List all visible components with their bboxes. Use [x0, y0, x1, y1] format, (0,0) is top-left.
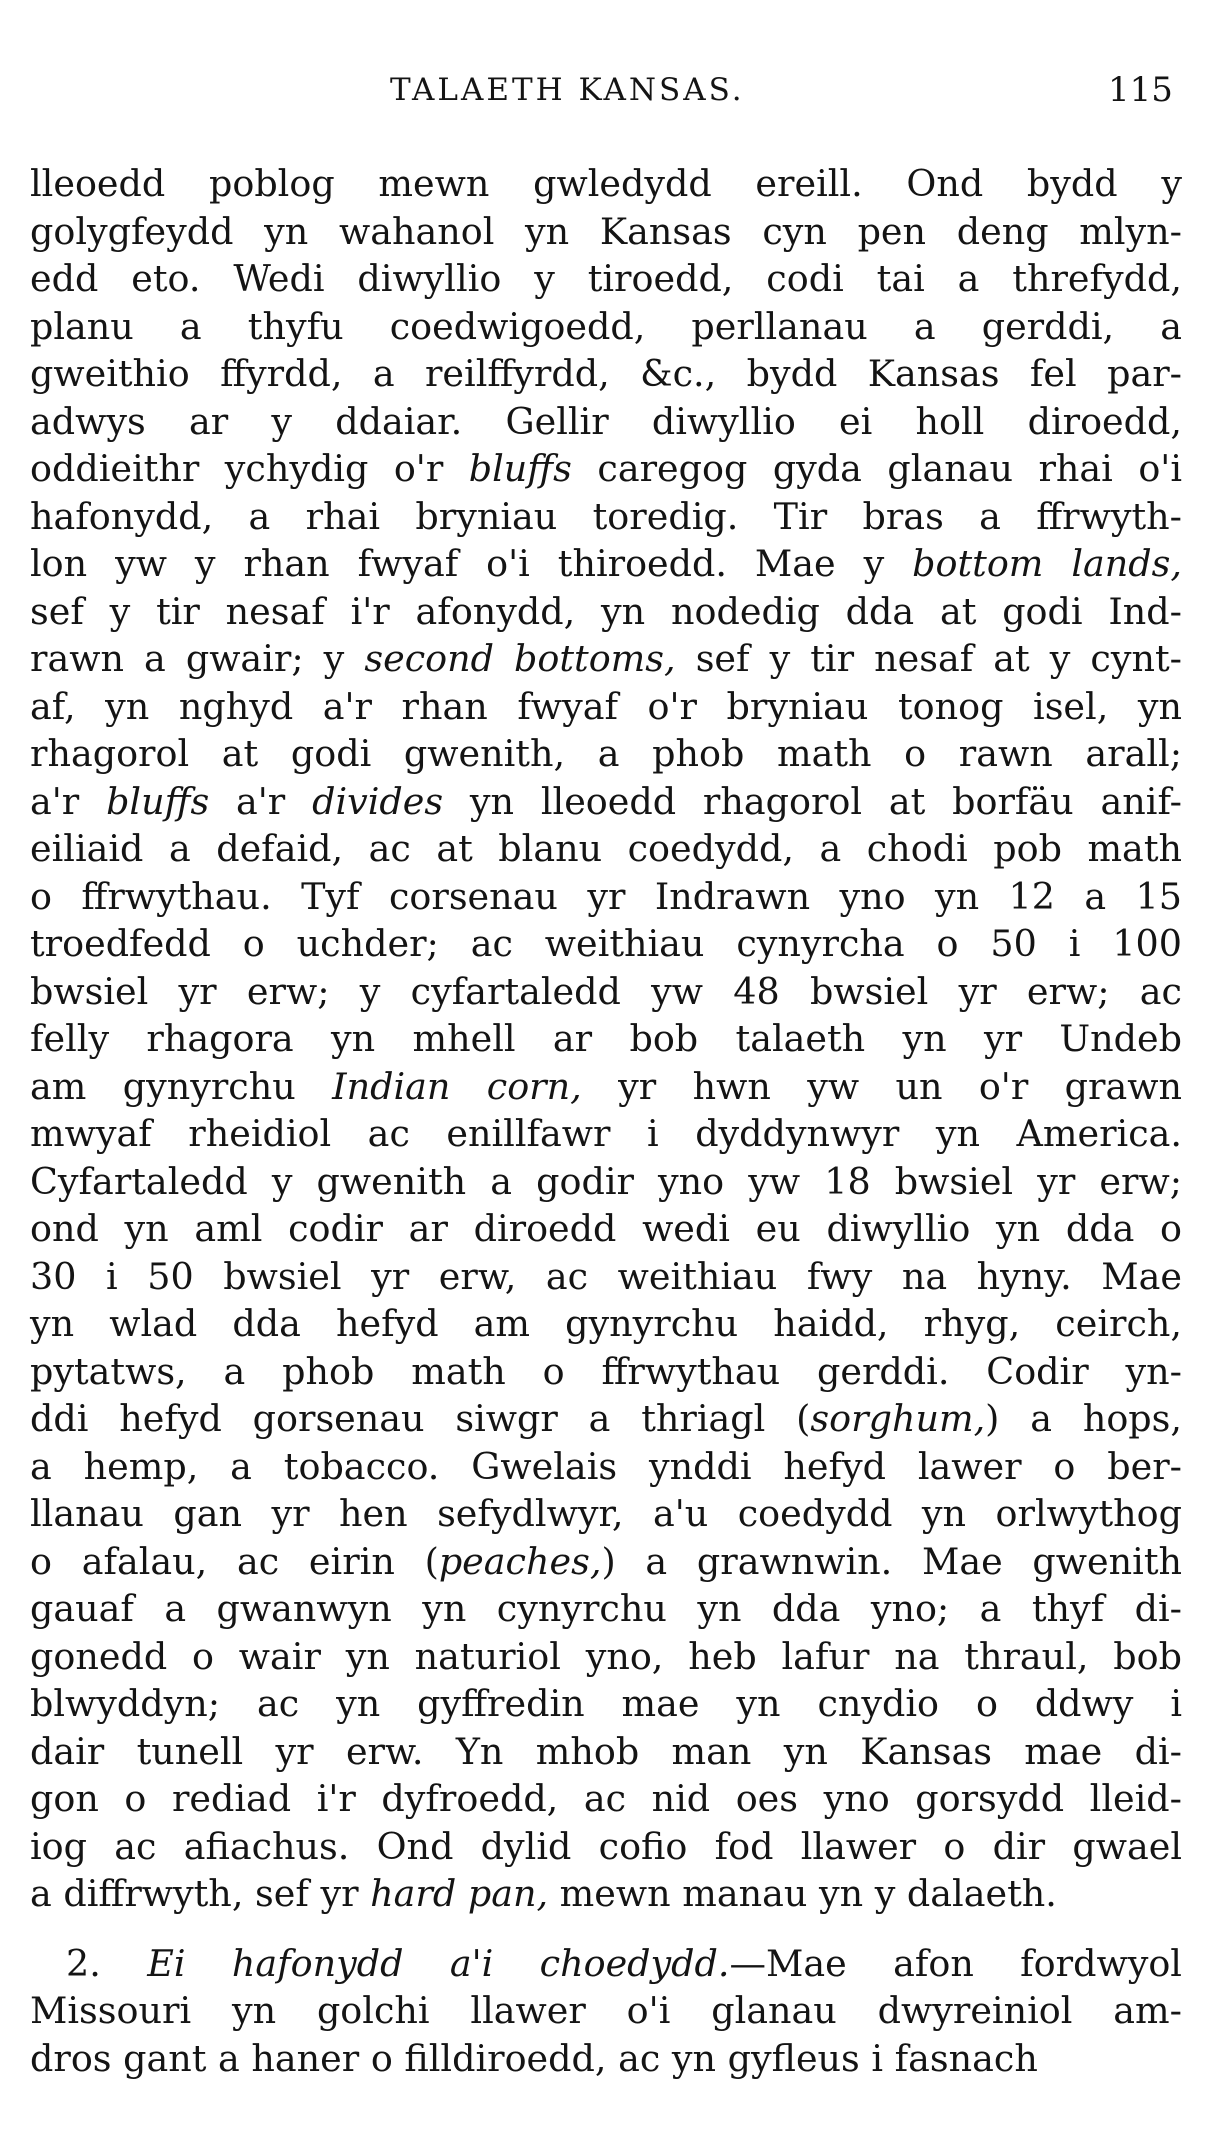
- text-line: [30, 730, 1182, 778]
- text-line: [30, 493, 1182, 541]
- line-text: ond yn aml codir ar diroedd wedi eu diwyllio yn dda o: [30, 1207, 1182, 1250]
- text-line: [30, 255, 1182, 303]
- line-text: gonedd o wair yn naturiol yno, heb lafur na thraul, bob: [30, 1634, 1182, 1678]
- line-text: troedfedd o uchder; ac weithiau cynyrcha o 50 i 100: [30, 922, 1182, 965]
- text-line: [30, 1205, 1182, 1253]
- italic-term: peaches,: [438, 1539, 602, 1583]
- text-line: [30, 303, 1182, 351]
- text-line: [30, 1110, 1182, 1158]
- line-text: llanau gan yr hen sefydlwyr, a'u coedydd yn orlwythog: [30, 1492, 1182, 1535]
- text-line: [30, 1680, 1182, 1728]
- text-line: [30, 1015, 1182, 1063]
- line-text: eiliaid a defaid, ac at blanu coedydd, a chodi pob math: [30, 827, 1182, 870]
- italic-term: hard pan,: [370, 1872, 549, 1915]
- italic-term: divides: [312, 779, 444, 823]
- line-text: yn lleoedd rhagorol at borfäu anif-: [443, 779, 1182, 823]
- text-line: [30, 208, 1182, 256]
- italic-term: bluffs: [468, 447, 572, 490]
- line-text: blwyddyn; ac yn gyffredin mae yn cnydio o ddwy i: [30, 1682, 1182, 1725]
- line-text: o ffrwythau. Tyf corsenau yr Indrawn yno yn 12 a 15: [30, 874, 1182, 918]
- line-text: a hemp, a tobacco. Gwelais ynddi hefyd lawer o ber-: [30, 1444, 1182, 1488]
- line-text: gauaf a gwanwyn yn cynyrchu yn dda yno; a thyf di-: [30, 1587, 1182, 1630]
- italic-term: Indian corn,: [332, 1064, 582, 1108]
- line-text: adwys ar y ddaiar. Gellir diwyllio ei holl diroedd,: [30, 399, 1182, 443]
- text-line: [30, 160, 1182, 208]
- line-text: gon o rediad i'r dyfroedd, ac nid oes yno gorsydd lleid-: [30, 1777, 1182, 1820]
- text-line: [30, 1443, 1182, 1491]
- running-title: TALAETH KANSAS.: [390, 72, 745, 108]
- text-line: [30, 1348, 1182, 1396]
- line-text: hafonydd, a rhai bryniau toredig. Tir bras a ffrwyth-: [30, 494, 1182, 538]
- italic-term: bluffs: [106, 779, 210, 823]
- line-text: Cyfartaledd y gwenith a godir yno yw 18 bwsiel yr erw;: [30, 1159, 1182, 1203]
- line-text: am gynyrchu: [30, 1064, 333, 1108]
- text-line: [30, 398, 1182, 446]
- line-text: ) a grawnwin. Mae gwenith: [601, 1539, 1182, 1583]
- section-number: 2.: [66, 1941, 101, 1985]
- line-text: edd eto. Wedi diwyllio y tiroedd, codi tai a threfydd,: [30, 257, 1182, 300]
- text-line: [30, 1823, 1182, 1871]
- text-line: [30, 825, 1182, 873]
- line-text: oddieithr ychydig o'r: [30, 447, 469, 490]
- line-text: yn wlad dda hefyd am gynyrchu haidd, rhyg, ceirch,: [30, 1302, 1182, 1345]
- line-text: a'r: [209, 779, 313, 823]
- line-text: gweithio ffyrdd, a reilffyrdd, &c., bydd Kansas fel par-: [30, 352, 1182, 395]
- line-text: lon yw y rhan fwyaf o'i thiroedd. Mae y: [30, 542, 913, 585]
- text-line: [30, 873, 1182, 921]
- line-text: mwyaf rheidiol ac enillfawr i dyddynwyr yn America.: [30, 1112, 1182, 1155]
- paragraph-kansas-lands: [30, 160, 1182, 1918]
- line-text: iog ac afiachus. Ond dylid cofio fod llawer o dir gwael: [30, 1824, 1182, 1868]
- text-line: [30, 778, 1182, 826]
- text-line: [30, 1870, 1182, 1918]
- text-line: [30, 350, 1182, 398]
- text-line: [30, 1633, 1182, 1681]
- line-text: yr hwn yw un o'r grawn: [581, 1064, 1182, 1108]
- text-line: [30, 1490, 1182, 1538]
- italic-term: second bottoms,: [364, 637, 676, 680]
- text-line: [30, 1775, 1182, 1823]
- text-line: [30, 1395, 1182, 1443]
- paragraph-rivers-and-woods: [30, 1940, 1182, 2083]
- text-line: [30, 683, 1182, 731]
- body-text: [30, 160, 1182, 2082]
- running-head: [0, 68, 1219, 112]
- line-text: ddi hefyd gorsenau siwgr a thriagl (: [30, 1397, 811, 1440]
- line-text: o afalau, ac eirin (: [30, 1539, 439, 1583]
- page-number: 115: [1108, 70, 1173, 110]
- line-text: af, yn nghyd a'r rhan fwyaf o'r bryniau tonog isel, yn: [30, 684, 1182, 728]
- text-line: [30, 1728, 1182, 1776]
- line-text: a diffrwyth, sef yr: [30, 1872, 371, 1915]
- text-line: [30, 968, 1182, 1016]
- text-line: [30, 540, 1182, 588]
- line-text: sef y tir nesaf at y cynt-: [675, 637, 1182, 680]
- line-text: 30 i 50 bwsiel yr erw, ac weithiau fwy na hyny. Mae: [30, 1254, 1182, 1298]
- text-line: dros gant a haner o filldiroedd, ac yn gyfleus i fasnach: [30, 2036, 1038, 2080]
- line-text: a'r: [30, 779, 107, 823]
- line-text: sef y tir nesaf i'r afonydd, yn nodedig dda at godi Ind-: [30, 589, 1182, 633]
- text-line: [30, 635, 1182, 683]
- line-text: dair tunell yr erw. Yn mhob man yn Kansas mae di-: [30, 1729, 1182, 1773]
- text-line: Missouri yn golchi llawer o'i glanau dwyreiniol am-: [30, 1989, 1182, 2032]
- line-text: rhagorol at godi gwenith, a phob math o rawn arall;: [30, 732, 1182, 775]
- line-text: rawn a gwair; y: [30, 637, 365, 680]
- text-line: [30, 1300, 1182, 1348]
- heading-dash: —: [729, 1941, 766, 1985]
- line-text: golygfeydd yn wahanol yn Kansas cyn pen deng mlyn-: [30, 209, 1182, 253]
- line-text: caregog gyda glanau rhai o'i: [571, 447, 1182, 490]
- text-line: [30, 1538, 1182, 1586]
- text-line: [30, 588, 1182, 636]
- text-line: [30, 920, 1182, 968]
- text-line: [30, 1253, 1182, 1301]
- line-text: Mae afon fordwyol: [765, 1941, 1182, 1985]
- italic-term: bottom lands,: [912, 542, 1182, 585]
- paragraph-gap: [30, 1918, 1182, 1940]
- line-text: ) a hops,: [985, 1397, 1183, 1440]
- section-heading: Ei hafonydd a'i choedydd.: [147, 1941, 730, 1985]
- italic-term: sorghum,: [810, 1397, 986, 1440]
- text-line: [30, 1940, 1182, 1988]
- text-line: [30, 1063, 1182, 1111]
- line-text: lleoedd poblog mewn gwledydd ereill. Ond bydd y: [30, 162, 1182, 205]
- line-text: bwsiel yr erw; y cyfartaledd yw 48 bwsiel yr erw; ac: [30, 969, 1182, 1013]
- line-text: mewn manau yn y dalaeth.: [548, 1872, 1057, 1915]
- line-text: planu a thyfu coedwigoedd, perllanau a gerddi, a: [30, 304, 1182, 348]
- line-text: felly rhagora yn mhell ar bob talaeth yn yr Undeb: [30, 1017, 1182, 1060]
- text-line: [30, 1158, 1182, 1206]
- line-text: pytatws, a phob math o ffrwythau gerddi. Codir yn-: [30, 1349, 1182, 1393]
- text-line: [30, 445, 1182, 493]
- text-line: [30, 1585, 1182, 1633]
